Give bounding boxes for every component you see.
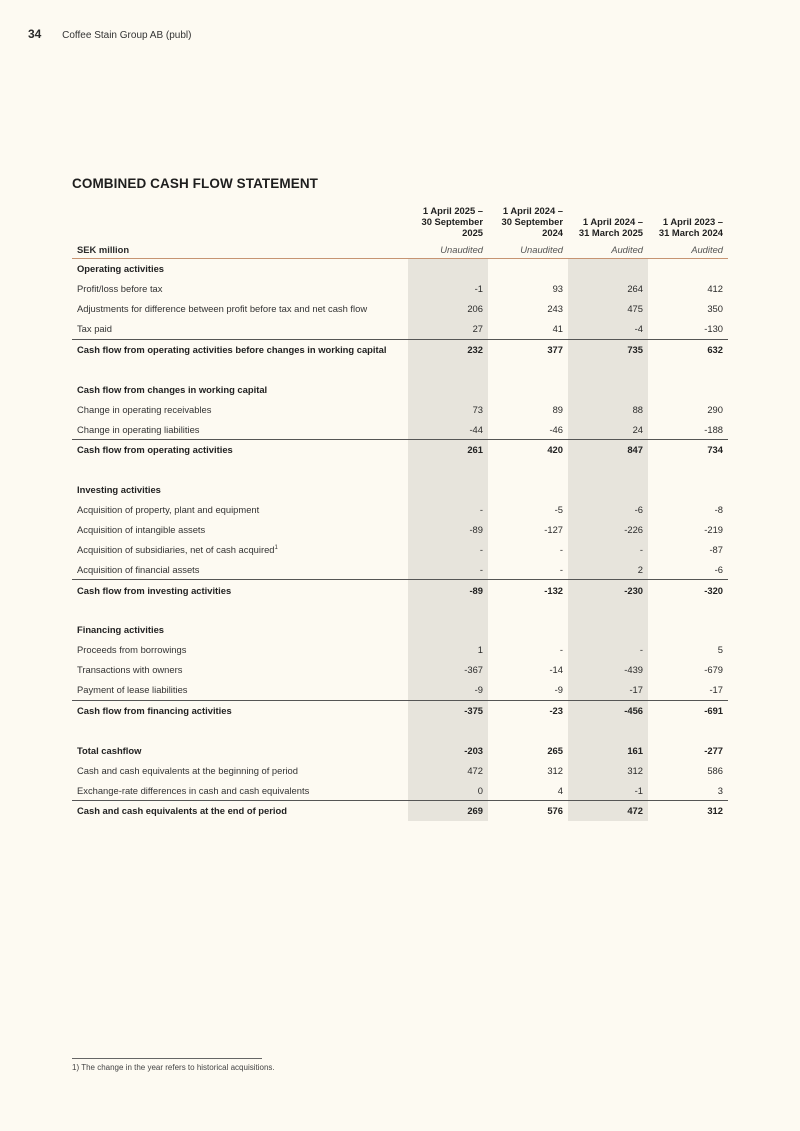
value-cell [568, 480, 648, 500]
value-cell [408, 720, 488, 740]
row-label [72, 680, 408, 700]
table-row [72, 780, 728, 800]
value-cell: -367 [408, 660, 488, 680]
page-header [28, 27, 191, 43]
row-label [72, 500, 408, 520]
row-label-text: Adjustments for difference between profit before tax and net cash flow [77, 303, 368, 315]
row-label [72, 299, 408, 319]
value-cell [568, 379, 648, 399]
row-label [72, 580, 408, 600]
audit-header-row [72, 238, 728, 259]
row-label-text: Proceeds from borrowings [77, 644, 187, 656]
value-cell: -9 [554, 684, 563, 696]
value-cell: 27 [408, 319, 488, 339]
header-blank [72, 194, 408, 238]
value-cell: 243 [547, 303, 563, 315]
row-label [72, 460, 408, 480]
row-label-text: Cash flow from investing activities [77, 584, 232, 596]
period-header: 1 April 2024 – 30 September 2024 [501, 205, 563, 238]
row-label-text: Operating activities [77, 263, 165, 275]
row-label [72, 480, 408, 500]
value-cell: 586 [707, 764, 723, 776]
row-label-text: Change in operating liabilities [77, 423, 200, 435]
row-label-text: Acquisition of financial assets [77, 563, 200, 575]
value-cell: - [568, 640, 648, 660]
row-label [72, 559, 408, 579]
page-number: 34 [28, 27, 42, 41]
table-row [72, 680, 728, 700]
period-header: 1 April 2024 – 31 March 2025 [578, 216, 643, 238]
value-cell [488, 259, 568, 279]
row-label [72, 279, 408, 299]
value-cell: 89 [552, 403, 563, 415]
value-cell: 73 [408, 399, 488, 419]
row-label [72, 660, 408, 680]
row-label-text: Cash and cash equivalents at the end of period [77, 805, 287, 817]
row-label [72, 520, 408, 540]
footnote: 1) The change in the year refers to historical acquisitions. [72, 1063, 275, 1072]
value-cell: - [559, 644, 563, 656]
value-cell: 206 [408, 299, 488, 319]
value-cell: 472 [568, 801, 648, 821]
value-cell: 847 [568, 440, 648, 460]
value-cell: 265 [547, 744, 563, 756]
row-label [72, 259, 408, 279]
audit-status: Audited [648, 238, 728, 259]
page-title: COMBINED CASH FLOW STATEMENT [72, 176, 319, 191]
value-cell: -4 [568, 319, 648, 339]
total-row [72, 440, 728, 460]
table-row [72, 419, 728, 439]
value-cell: -44 [408, 419, 488, 439]
total-row [72, 700, 728, 720]
value-cell: 420 [488, 440, 568, 460]
row-label [72, 440, 408, 460]
row-label-text: Cash flow from changes in working capital [77, 383, 268, 395]
row-label [72, 600, 408, 620]
spacer-row [72, 720, 728, 740]
value-cell: -46 [549, 423, 563, 435]
table-row [72, 539, 728, 559]
section-row [72, 740, 728, 760]
value-cell [408, 480, 488, 500]
audit-status: Unaudited [488, 238, 568, 259]
row-label [72, 359, 408, 379]
footnote-divider [72, 1058, 262, 1059]
value-cell: -439 [568, 660, 648, 680]
row-label [72, 640, 408, 660]
total-row [72, 801, 728, 821]
value-cell: 412 [707, 283, 723, 295]
value-cell: -456 [568, 700, 648, 720]
audit-status: Unaudited [408, 238, 488, 259]
value-cell: -679 [704, 664, 723, 676]
row-label [72, 620, 408, 640]
footnote-marker: 1 [274, 544, 278, 551]
section-row [72, 259, 728, 279]
section-row [72, 480, 728, 500]
value-cell: 312 [568, 760, 648, 780]
value-cell: 735 [568, 339, 648, 359]
value-cell: -6 [568, 500, 648, 520]
value-cell [488, 359, 568, 379]
row-label-text: Cash flow from financing activities [77, 705, 232, 717]
value-cell: -219 [704, 524, 723, 536]
row-label-text: Cash flow from operating activities before changes in working capital [77, 344, 387, 355]
value-cell: 377 [488, 339, 568, 359]
row-label-text: Acquisition of property, plant and equipment [77, 504, 260, 516]
value-cell: 264 [568, 279, 648, 299]
section-row [72, 379, 728, 399]
value-cell: 24 [568, 419, 648, 439]
value-cell: -1 [408, 279, 488, 299]
value-cell [648, 460, 728, 480]
value-cell [648, 600, 728, 620]
value-cell: 632 [648, 339, 728, 359]
row-label [72, 740, 408, 760]
value-cell: -89 [408, 520, 488, 540]
table-row [72, 520, 728, 540]
value-cell [568, 620, 648, 640]
value-cell [648, 720, 728, 740]
value-cell: -203 [408, 740, 488, 760]
value-cell: -130 [704, 323, 723, 335]
value-cell: -17 [709, 684, 723, 696]
row-label [72, 539, 408, 559]
value-cell: -9 [408, 680, 488, 700]
table-row [72, 660, 728, 680]
value-cell: 576 [488, 801, 568, 821]
value-cell: 3 [717, 784, 723, 796]
value-cell [568, 720, 648, 740]
value-cell: 475 [568, 299, 648, 319]
value-cell [408, 259, 488, 279]
row-label-text: Exchange-rate differences in cash and cash equivalents [77, 784, 310, 796]
row-label [72, 700, 408, 720]
value-cell: 4 [557, 784, 563, 796]
value-cell: - [408, 559, 488, 579]
value-cell [408, 620, 488, 640]
row-label-text: Financing activities [77, 624, 165, 636]
value-cell: -1 [568, 780, 648, 800]
row-label-text: Tax paid [77, 323, 112, 335]
value-cell: 261 [408, 440, 488, 460]
value-cell [408, 359, 488, 379]
value-cell: -132 [488, 580, 568, 600]
table-row [72, 279, 728, 299]
value-cell [488, 720, 568, 740]
value-cell: 312 [547, 764, 563, 776]
value-cell [488, 620, 568, 640]
row-label-text: Cash and cash equivalents at the beginning of period [77, 764, 298, 776]
value-cell: -277 [704, 744, 723, 756]
row-label-text: Acquisition of intangible assets [77, 524, 206, 536]
value-cell: - [559, 563, 563, 575]
spacer-row [72, 600, 728, 620]
value-cell: 161 [568, 740, 648, 760]
value-cell [488, 379, 568, 399]
value-cell [648, 379, 728, 399]
value-cell [408, 379, 488, 399]
value-cell: -5 [554, 504, 563, 516]
value-cell: -6 [714, 563, 723, 575]
value-cell: -226 [568, 520, 648, 540]
spacer-row [72, 359, 728, 379]
row-label [72, 419, 408, 439]
table-row [72, 299, 728, 319]
value-cell: -230 [568, 580, 648, 600]
value-cell [488, 480, 568, 500]
row-label-text: Total cashflow [77, 744, 142, 756]
value-cell: -375 [408, 700, 488, 720]
row-label [72, 399, 408, 419]
value-cell: 350 [707, 303, 723, 315]
value-cell: -127 [544, 524, 563, 536]
cash-flow-table [72, 194, 728, 821]
value-cell: 0 [408, 780, 488, 800]
section-row [72, 620, 728, 640]
value-cell: 88 [568, 399, 648, 419]
spacer-row [72, 460, 728, 480]
value-cell [568, 259, 648, 279]
value-cell: - [408, 539, 488, 559]
value-cell: -89 [408, 580, 488, 600]
row-label-text: Transactions with owners [77, 664, 183, 676]
audit-status: Audited [568, 238, 648, 259]
value-cell [488, 600, 568, 620]
value-cell: 290 [707, 403, 723, 415]
row-label-text: Payment of lease liabilities [77, 684, 188, 696]
value-cell: - [559, 543, 563, 555]
table-row [72, 500, 728, 520]
value-cell: -87 [709, 543, 723, 555]
period-header: 1 April 2023 – 31 March 2024 [658, 216, 723, 238]
value-cell: -17 [568, 680, 648, 700]
value-cell [568, 359, 648, 379]
table-row [72, 559, 728, 579]
row-label-text: Profit/loss before tax [77, 283, 163, 295]
value-cell: 1 [408, 640, 488, 660]
cash-flow-body [72, 259, 728, 821]
row-label [72, 801, 408, 821]
row-label-text: Acquisition of subsidiaries, net of cash acquired [77, 543, 275, 555]
value-cell [488, 460, 568, 480]
row-label [72, 780, 408, 800]
value-cell: -320 [648, 580, 728, 600]
value-cell: - [408, 500, 488, 520]
value-cell: 269 [408, 801, 488, 821]
value-cell [408, 600, 488, 620]
table-row [72, 640, 728, 660]
period-header-row [72, 194, 728, 238]
table-row [72, 399, 728, 419]
row-label [72, 760, 408, 780]
value-cell: -691 [648, 700, 728, 720]
total-row [72, 580, 728, 600]
value-cell: 734 [648, 440, 728, 460]
value-cell: -8 [714, 504, 723, 516]
row-label-text: Cash flow from operating activities [77, 444, 233, 456]
value-cell: -188 [704, 423, 723, 435]
row-label-text: Investing activities [77, 484, 161, 496]
value-cell [568, 460, 648, 480]
total-row [72, 339, 728, 359]
table-row [72, 319, 728, 339]
value-cell [648, 259, 728, 279]
value-cell: -23 [488, 700, 568, 720]
value-cell [648, 620, 728, 640]
row-label [72, 319, 408, 339]
value-cell: 2 [568, 559, 648, 579]
value-cell: 232 [408, 339, 488, 359]
value-cell [648, 480, 728, 500]
value-cell [408, 460, 488, 480]
table-row [72, 760, 728, 780]
value-cell: - [568, 539, 648, 559]
unit-label: SEK million [72, 238, 408, 259]
value-cell [648, 359, 728, 379]
value-cell: -14 [549, 664, 563, 676]
value-cell [568, 600, 648, 620]
value-cell: 472 [408, 760, 488, 780]
row-label [72, 720, 408, 740]
value-cell: 41 [552, 323, 563, 335]
row-label [72, 379, 408, 399]
company-name: Coffee Stain Group AB (publ) [62, 30, 192, 41]
row-label [72, 339, 408, 359]
row-label-text: Change in operating receivables [77, 403, 212, 415]
value-cell: 312 [648, 801, 728, 821]
period-header: 1 April 2025 – 30 September 2025 [421, 205, 483, 238]
value-cell: 5 [717, 644, 723, 656]
value-cell: 93 [552, 283, 563, 295]
